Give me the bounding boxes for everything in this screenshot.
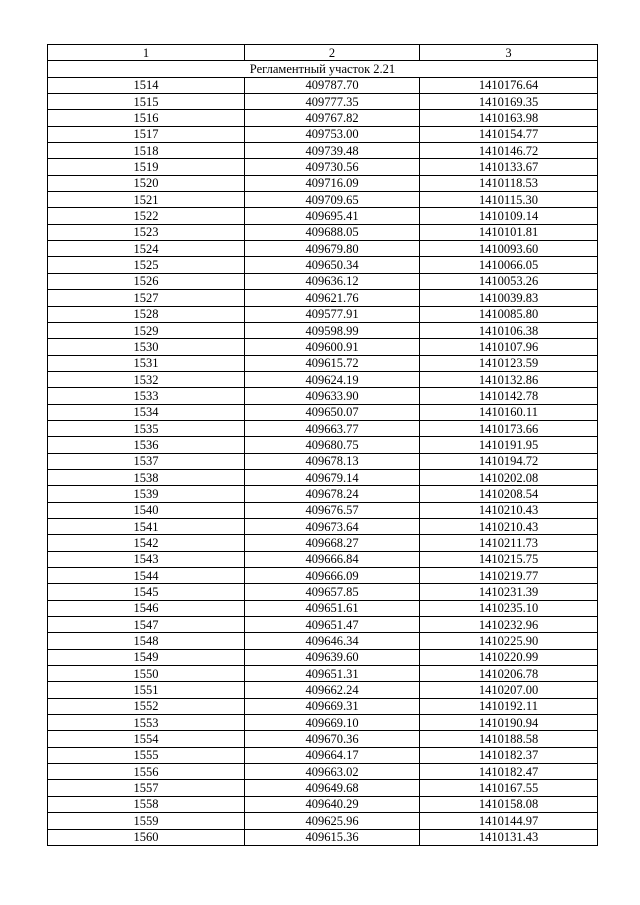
y-coordinate-cell: 1410085.80 xyxy=(420,306,598,322)
y-coordinate-cell: 1410191.95 xyxy=(420,437,598,453)
point-number-cell: 1519 xyxy=(48,159,245,175)
y-coordinate-cell: 1410167.55 xyxy=(420,780,598,796)
table-row xyxy=(48,796,598,812)
y-coordinate-cell: 1410231.39 xyxy=(420,584,598,600)
y-coordinate-cell: 1410066.05 xyxy=(420,257,598,273)
point-number-cell: 1525 xyxy=(48,257,245,273)
x-coordinate-cell: 409678.13 xyxy=(245,453,420,469)
column-header-3: 3 xyxy=(420,45,598,61)
x-coordinate-cell: 409651.31 xyxy=(245,666,420,682)
y-coordinate-cell: 1410106.38 xyxy=(420,322,598,338)
point-number-cell: 1545 xyxy=(48,584,245,600)
point-number-cell: 1535 xyxy=(48,420,245,436)
x-coordinate-cell: 409625.96 xyxy=(245,813,420,829)
point-number-cell: 1529 xyxy=(48,322,245,338)
x-coordinate-cell: 409730.56 xyxy=(245,159,420,175)
point-number-cell: 1549 xyxy=(48,649,245,665)
y-coordinate-cell: 1410232.96 xyxy=(420,617,598,633)
y-coordinate-cell: 1410206.78 xyxy=(420,666,598,682)
y-coordinate-cell: 1410215.75 xyxy=(420,551,598,567)
y-coordinate-cell: 1410190.94 xyxy=(420,715,598,731)
table-row xyxy=(48,404,598,420)
table-row xyxy=(48,110,598,126)
x-coordinate-cell: 409668.27 xyxy=(245,535,420,551)
table-row xyxy=(48,224,598,240)
x-coordinate-cell: 409651.61 xyxy=(245,600,420,616)
point-number-cell: 1538 xyxy=(48,469,245,485)
point-number-cell: 1541 xyxy=(48,518,245,534)
point-number-cell: 1516 xyxy=(48,110,245,126)
point-number-cell: 1524 xyxy=(48,241,245,257)
x-coordinate-cell: 409600.91 xyxy=(245,339,420,355)
table-row xyxy=(48,715,598,731)
point-number-cell: 1530 xyxy=(48,339,245,355)
point-number-cell: 1522 xyxy=(48,208,245,224)
y-coordinate-cell: 1410182.37 xyxy=(420,747,598,763)
table-row xyxy=(48,617,598,633)
point-number-cell: 1547 xyxy=(48,617,245,633)
point-number-cell: 1533 xyxy=(48,388,245,404)
y-coordinate-cell: 1410115.30 xyxy=(420,192,598,208)
table-row xyxy=(48,94,598,110)
table-row xyxy=(48,453,598,469)
y-coordinate-cell: 1410123.59 xyxy=(420,355,598,371)
point-number-cell: 1528 xyxy=(48,306,245,322)
x-coordinate-cell: 409753.00 xyxy=(245,126,420,142)
y-coordinate-cell: 1410182.47 xyxy=(420,764,598,780)
x-coordinate-cell: 409651.47 xyxy=(245,617,420,633)
table-row xyxy=(48,764,598,780)
x-coordinate-cell: 409663.77 xyxy=(245,420,420,436)
y-coordinate-cell: 1410146.72 xyxy=(420,143,598,159)
x-coordinate-cell: 409669.10 xyxy=(245,715,420,731)
y-coordinate-cell: 1410219.77 xyxy=(420,568,598,584)
section-title: Регламентный участок 2.21 xyxy=(48,61,598,77)
table-row xyxy=(48,339,598,355)
column-header-1: 1 xyxy=(48,45,245,61)
table-row xyxy=(48,568,598,584)
table-row xyxy=(48,388,598,404)
table-row xyxy=(48,290,598,306)
y-coordinate-cell: 1410107.96 xyxy=(420,339,598,355)
table-row xyxy=(48,649,598,665)
point-number-cell: 1515 xyxy=(48,94,245,110)
point-number-cell: 1523 xyxy=(48,224,245,240)
x-coordinate-cell: 409680.75 xyxy=(245,437,420,453)
x-coordinate-cell: 409664.17 xyxy=(245,747,420,763)
x-coordinate-cell: 409777.35 xyxy=(245,94,420,110)
point-number-cell: 1553 xyxy=(48,715,245,731)
y-coordinate-cell: 1410039.83 xyxy=(420,290,598,306)
x-coordinate-cell: 409636.12 xyxy=(245,273,420,289)
y-coordinate-cell: 1410176.64 xyxy=(420,77,598,93)
y-coordinate-cell: 1410093.60 xyxy=(420,241,598,257)
point-number-cell: 1514 xyxy=(48,77,245,93)
table-row xyxy=(48,420,598,436)
table-row xyxy=(48,518,598,534)
point-number-cell: 1555 xyxy=(48,747,245,763)
table-row xyxy=(48,486,598,502)
point-number-cell: 1543 xyxy=(48,551,245,567)
y-coordinate-cell: 1410225.90 xyxy=(420,633,598,649)
point-number-cell: 1518 xyxy=(48,143,245,159)
x-coordinate-cell: 409662.24 xyxy=(245,682,420,698)
x-coordinate-cell: 409679.14 xyxy=(245,469,420,485)
point-number-cell: 1537 xyxy=(48,453,245,469)
x-coordinate-cell: 409649.68 xyxy=(245,780,420,796)
x-coordinate-cell: 409666.09 xyxy=(245,568,420,584)
table-row xyxy=(48,600,598,616)
point-number-cell: 1544 xyxy=(48,568,245,584)
y-coordinate-cell: 1410131.43 xyxy=(420,829,598,845)
table-row xyxy=(48,535,598,551)
x-coordinate-cell: 409678.24 xyxy=(245,486,420,502)
point-number-cell: 1554 xyxy=(48,731,245,747)
y-coordinate-cell: 1410132.86 xyxy=(420,371,598,387)
x-coordinate-cell: 409639.60 xyxy=(245,649,420,665)
x-coordinate-cell: 409739.48 xyxy=(245,143,420,159)
table-row xyxy=(48,813,598,829)
table-row xyxy=(48,780,598,796)
table-row xyxy=(48,77,598,93)
table-row xyxy=(48,829,598,845)
table-row xyxy=(48,551,598,567)
point-number-cell: 1559 xyxy=(48,813,245,829)
point-number-cell: 1548 xyxy=(48,633,245,649)
x-coordinate-cell: 409767.82 xyxy=(245,110,420,126)
point-number-cell: 1557 xyxy=(48,780,245,796)
table-row xyxy=(48,355,598,371)
y-coordinate-cell: 1410188.58 xyxy=(420,731,598,747)
table-row xyxy=(48,322,598,338)
y-coordinate-cell: 1410211.73 xyxy=(420,535,598,551)
y-coordinate-cell: 1410160.11 xyxy=(420,404,598,420)
table-row xyxy=(48,306,598,322)
x-coordinate-cell: 409663.02 xyxy=(245,764,420,780)
column-header-2: 2 xyxy=(245,45,420,61)
point-number-cell: 1526 xyxy=(48,273,245,289)
y-coordinate-cell: 1410154.77 xyxy=(420,126,598,142)
point-number-cell: 1534 xyxy=(48,404,245,420)
x-coordinate-cell: 409709.65 xyxy=(245,192,420,208)
table-row xyxy=(48,192,598,208)
y-coordinate-cell: 1410101.81 xyxy=(420,224,598,240)
x-coordinate-cell: 409669.31 xyxy=(245,698,420,714)
point-number-cell: 1527 xyxy=(48,290,245,306)
x-coordinate-cell: 409624.19 xyxy=(245,371,420,387)
point-number-cell: 1540 xyxy=(48,502,245,518)
x-coordinate-cell: 409598.99 xyxy=(245,322,420,338)
y-coordinate-cell: 1410118.53 xyxy=(420,175,598,191)
table-row xyxy=(48,208,598,224)
y-coordinate-cell: 1410210.43 xyxy=(420,518,598,534)
document-page xyxy=(47,44,597,846)
table-row xyxy=(48,747,598,763)
point-number-cell: 1517 xyxy=(48,126,245,142)
point-number-cell: 1542 xyxy=(48,535,245,551)
x-coordinate-cell: 409716.09 xyxy=(245,175,420,191)
point-number-cell: 1520 xyxy=(48,175,245,191)
table-row xyxy=(48,584,598,600)
y-coordinate-cell: 1410169.35 xyxy=(420,94,598,110)
y-coordinate-cell: 1410220.99 xyxy=(420,649,598,665)
y-coordinate-cell: 1410053.26 xyxy=(420,273,598,289)
x-coordinate-cell: 409615.72 xyxy=(245,355,420,371)
table-row xyxy=(48,273,598,289)
section-title-row xyxy=(48,61,598,77)
table-row xyxy=(48,159,598,175)
table-row xyxy=(48,698,598,714)
y-coordinate-cell: 1410109.14 xyxy=(420,208,598,224)
y-coordinate-cell: 1410210.43 xyxy=(420,502,598,518)
table-row xyxy=(48,682,598,698)
x-coordinate-cell: 409577.91 xyxy=(245,306,420,322)
x-coordinate-cell: 409650.07 xyxy=(245,404,420,420)
y-coordinate-cell: 1410163.98 xyxy=(420,110,598,126)
y-coordinate-cell: 1410173.66 xyxy=(420,420,598,436)
x-coordinate-cell: 409646.34 xyxy=(245,633,420,649)
y-coordinate-cell: 1410144.97 xyxy=(420,813,598,829)
x-coordinate-cell: 409640.29 xyxy=(245,796,420,812)
x-coordinate-cell: 409679.80 xyxy=(245,241,420,257)
y-coordinate-cell: 1410158.08 xyxy=(420,796,598,812)
point-number-cell: 1552 xyxy=(48,698,245,714)
table-row xyxy=(48,126,598,142)
table-row xyxy=(48,175,598,191)
point-number-cell: 1521 xyxy=(48,192,245,208)
x-coordinate-cell: 409670.36 xyxy=(245,731,420,747)
x-coordinate-cell: 409657.85 xyxy=(245,584,420,600)
header-row xyxy=(48,45,598,61)
point-number-cell: 1556 xyxy=(48,764,245,780)
y-coordinate-cell: 1410208.54 xyxy=(420,486,598,502)
coordinates-table xyxy=(47,44,598,846)
x-coordinate-cell: 409688.05 xyxy=(245,224,420,240)
point-number-cell: 1560 xyxy=(48,829,245,845)
table-row xyxy=(48,469,598,485)
y-coordinate-cell: 1410142.78 xyxy=(420,388,598,404)
table-row xyxy=(48,633,598,649)
point-number-cell: 1536 xyxy=(48,437,245,453)
y-coordinate-cell: 1410235.10 xyxy=(420,600,598,616)
y-coordinate-cell: 1410202.08 xyxy=(420,469,598,485)
point-number-cell: 1531 xyxy=(48,355,245,371)
x-coordinate-cell: 409666.84 xyxy=(245,551,420,567)
x-coordinate-cell: 409673.64 xyxy=(245,518,420,534)
point-number-cell: 1532 xyxy=(48,371,245,387)
x-coordinate-cell: 409676.57 xyxy=(245,502,420,518)
table-row xyxy=(48,241,598,257)
x-coordinate-cell: 409695.41 xyxy=(245,208,420,224)
table-body xyxy=(48,77,598,845)
y-coordinate-cell: 1410194.72 xyxy=(420,453,598,469)
x-coordinate-cell: 409615.36 xyxy=(245,829,420,845)
x-coordinate-cell: 409650.34 xyxy=(245,257,420,273)
point-number-cell: 1551 xyxy=(48,682,245,698)
table-row xyxy=(48,143,598,159)
point-number-cell: 1558 xyxy=(48,796,245,812)
y-coordinate-cell: 1410133.67 xyxy=(420,159,598,175)
table-row xyxy=(48,502,598,518)
x-coordinate-cell: 409633.90 xyxy=(245,388,420,404)
y-coordinate-cell: 1410192.11 xyxy=(420,698,598,714)
table-row xyxy=(48,257,598,273)
x-coordinate-cell: 409787.70 xyxy=(245,77,420,93)
x-coordinate-cell: 409621.76 xyxy=(245,290,420,306)
point-number-cell: 1550 xyxy=(48,666,245,682)
table-row xyxy=(48,731,598,747)
point-number-cell: 1546 xyxy=(48,600,245,616)
table-row xyxy=(48,437,598,453)
y-coordinate-cell: 1410207.00 xyxy=(420,682,598,698)
table-row xyxy=(48,371,598,387)
point-number-cell: 1539 xyxy=(48,486,245,502)
table-row xyxy=(48,666,598,682)
